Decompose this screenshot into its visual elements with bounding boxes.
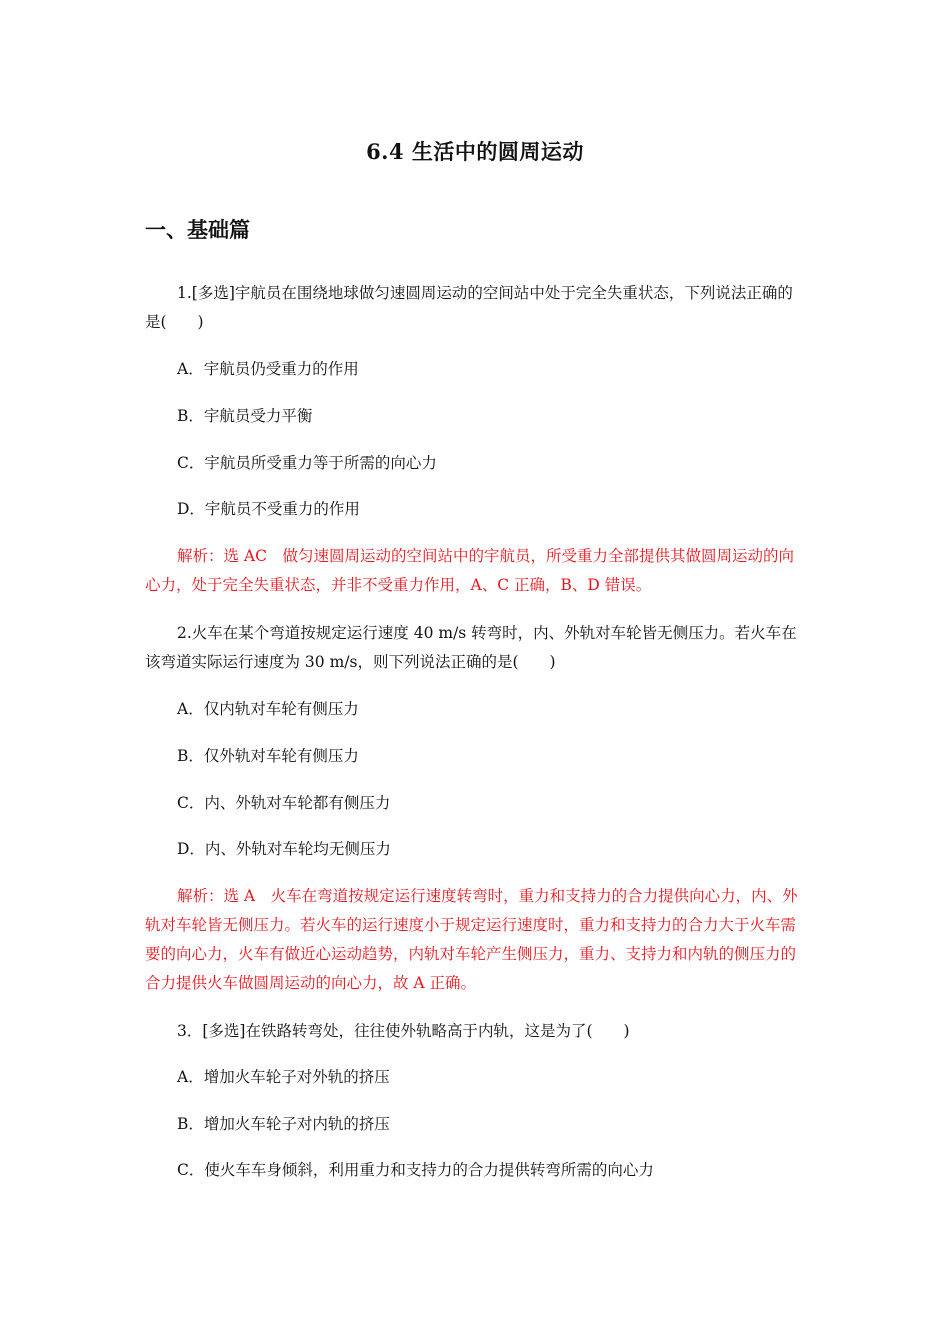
question-2-option-a: A．仅内轨对车轮有侧压力 bbox=[177, 700, 359, 718]
question-2-option-c: C．内、外轨对车轮都有侧压力 bbox=[177, 794, 391, 812]
page-title: 6.4 生活中的圆周运动 bbox=[366, 139, 584, 164]
section-heading: 一、基础篇 bbox=[145, 217, 250, 242]
question-2-stem: 2.火车在某个弯道按规定运行速度 40 m/s 转弯时，内、外轨对车轮皆无侧压力。若火车在该弯道实际运行速度为 30 m/s，则下列说法正确的是( ) bbox=[145, 624, 797, 671]
question-3-stem: 3．[多选]在铁路转弯处，往往使外轨略高于内轨，这是为了( ) bbox=[177, 1022, 630, 1040]
question-1-stem: 1.[多选]宇航员在围绕地球做匀速圆周运动的空间站中处于完全失重状态，下列说法正确的是( ) bbox=[145, 284, 793, 331]
question-1-option-a: A．宇航员仍受重力的作用 bbox=[177, 360, 359, 378]
question-2-option-b: B．仅外轨对车轮有侧压力 bbox=[177, 747, 359, 765]
question-1-analysis: 解析：选 AC 做匀速圆周运动的空间站中的宇航员，所受重力全部提供其做圆周运动的向心力，处于完全失重状态，并非不受重力作用，A、C 正确，B、D 错误。 bbox=[145, 547, 794, 594]
question-3-option-c: C．使火车车身倾斜，利用重力和支持力的合力提供转弯所需的向心力 bbox=[177, 1161, 654, 1179]
question-2-option-d: D．内、外轨对车轮均无侧压力 bbox=[177, 840, 391, 858]
question-2-analysis: 解析：选 A 火车在弯道按规定运行速度转弯时，重力和支持力的合力提供向心力，内、外轨对车轮皆无侧压力。若火车的运行速度小于规定运行速度时，重力和支持力的合力大于火车需要的向心力，火车有做近心运动趋势，内轨对车轮产生侧压力，重力、支持力和内轨的侧压力的合力提供火车做圆周运动的向心力，故 A 正确。 bbox=[145, 887, 798, 992]
question-1-option-b: B．宇航员受力平衡 bbox=[177, 407, 313, 425]
question-3-option-b: B．增加火车轮子对内轨的挤压 bbox=[177, 1115, 390, 1133]
question-1-option-c: C．宇航员所受重力等于所需的向心力 bbox=[177, 454, 437, 472]
question-1-option-d: D．宇航员不受重力的作用 bbox=[177, 500, 360, 518]
question-3-option-a: A．增加火车轮子对外轨的挤压 bbox=[177, 1068, 390, 1086]
